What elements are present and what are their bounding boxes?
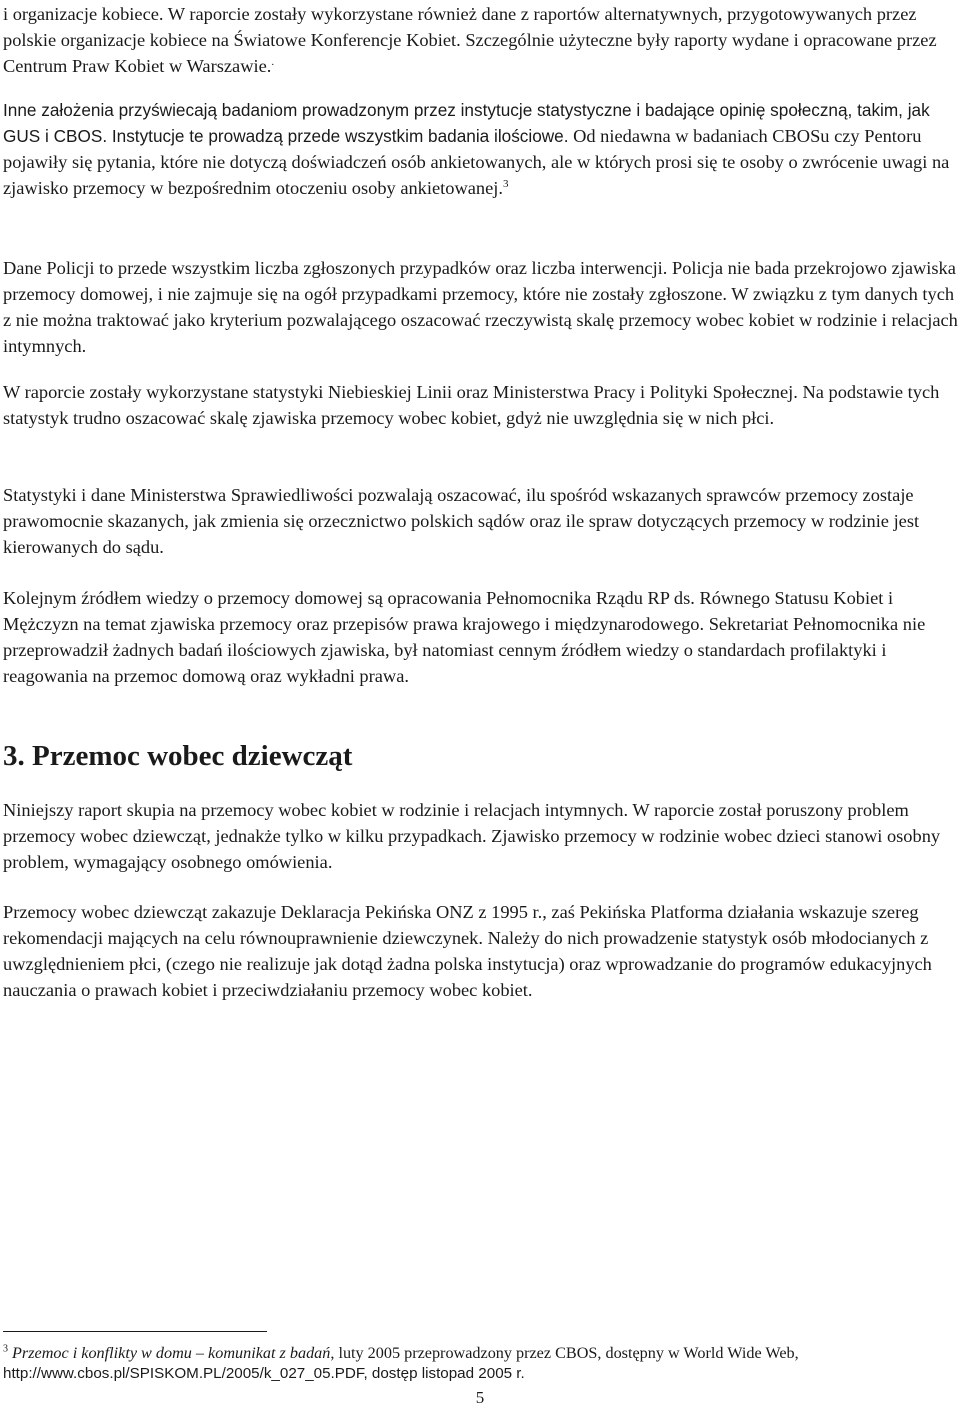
paragraph-police-data: Dane Policji to przede wszystkim liczba zgłoszonych przypadków oraz liczba interwencji. Policja nie bada przekrojowo zjawiska przemocy domowej, i nie zajmuje się na ogół przypadkami przemocy, które nie zostały zgłoszone. W związku z tym danych tych z nie można traktować jako kryterium pozwalającego oszacować rzeczywistą skalę przemocy wobec kobiet w rodzinie i relacjach intymnych.: [3, 258, 958, 356]
paragraph-statistical-institutions-text: Inne założenia przyświecają badaniom prowadzonym przez instytucje statystyczne i badające opinię społeczną, takim, jak GUS i CBOS. Instytucje te prowadzą przede wszystkim badania ilościowe.: [3, 100, 930, 146]
paragraph-report-scope: Niniejszy raport skupia na przemocy wobec kobiet w rodzinie i relacjach intymnych. W raporcie został poruszony problem przemocy wobec dziewcząt, jednakże tylko w kilku przypadkach. Zjawisko przemocy w rodzinie wobec dzieci stanowi osobny problem, wymagający osobnego omówienia.: [3, 800, 941, 872]
footnote-url: http://www.cbos.pl/SPISKOM.PL/2005/k_027_05.PDF, dostęp listopad 2005 r.: [3, 1365, 525, 1382]
paragraph-sources: [3, 1, 958, 79]
footnote-title: Przemoc i konflikty w domu – komunikat z badań: [12, 1344, 331, 1362]
page-number: 5: [475, 1388, 485, 1407]
footnote-text: , luty 2005 przeprowadzony przez CBOS, dostępny w World Wide Web,: [330, 1344, 799, 1362]
paragraph-cbos-questions-text: Od niedawna w badaniach CBOSu czy Pentoru pojawiły się pytania, które nie dotyczą doświadczeń osób ankietowanych, ale w których prosi się te osoby o zwrócenie uwagi na zjawisko przemocy w bezpośrednim otoczeniu osoby ankietowanej.: [3, 126, 950, 198]
footnote-3: [3, 1343, 958, 1384]
paragraph-ministry-justice: Statystyki i dane Ministerstwa Sprawiedliwości pozwalają oszacować, ilu spośród wskazanych sprawców przemocy zostaje prawomocnie skazanych, jak zmienia się orzecznictwo polskich sądów oraz ile spraw dotyczących przemocy w rodzinie jest kierowanych do sądu.: [3, 485, 920, 557]
footnote-separator: [3, 1331, 267, 1332]
paragraph-sources-text: i organizacje kobiece. W raporcie zostały wykorzystane również dane z raportów alternatywnych, przygotowywanych przez polskie organizacje kobiece na Światowe Konferencje Kobiet. Szczególnie użyteczne były raporty wydane i opracowane przez Centrum Praw Kobiet w Warszawie.: [3, 4, 937, 76]
section-heading: 3. Przemoc wobec dziewcząt: [3, 740, 353, 772]
paragraph-blue-line: W raporcie zostały wykorzystane statystyki Niebieskiej Linii oraz Ministerstwa Pracy i Polityki Społecznej. Na podstawie tych statystyk trudno oszacować skalę zjawiska przemocy wobec kobiet, gdyż nie uwzględnia się w nich płci.: [3, 382, 940, 428]
paragraph-plenipotentiary: Kolejnym źródłem wiedzy o przemocy domowej są opracowania Pełnomocnika Rządu RP ds. Równego Statusu Kobiet i Mężczyzn na temat zjawiska przemocy oraz przepisów prawa krajowego i międzynarodowego. Sekretariat Pełnomocnika nie przeprowadził żadnych badań ilościowych zjawiska, był natomiast cennym źródłem wiedzy o standardach profilaktyki i reagowania na przemoc domową oraz wykładni prawa.: [3, 588, 926, 686]
footnote-mark: 3: [3, 1343, 8, 1355]
footnote-reference-3: 3: [502, 177, 509, 190]
paragraph-beijing-declaration: Przemocy wobec dziewcząt zakazuje Deklaracja Pekińska ONZ z 1995 r., zaś Pekińska Platforma działania wskazuje szereg rekomendacji mających na celu równouprawnienie dziewczynek. Należy do nich prowadzenie statystyk osób młodocianych z uwzględnieniem płci, (czego nie realizuje jak dotąd żadna polska instytucja) oraz wprowadzanie do programów edukacyjnych nauczania o prawach kobiet i przeciwdziałaniu przemocy wobec kobiet.: [3, 902, 932, 1000]
stray-mark: .: [271, 55, 275, 68]
paragraph-statistical-institutions: [3, 97, 958, 201]
